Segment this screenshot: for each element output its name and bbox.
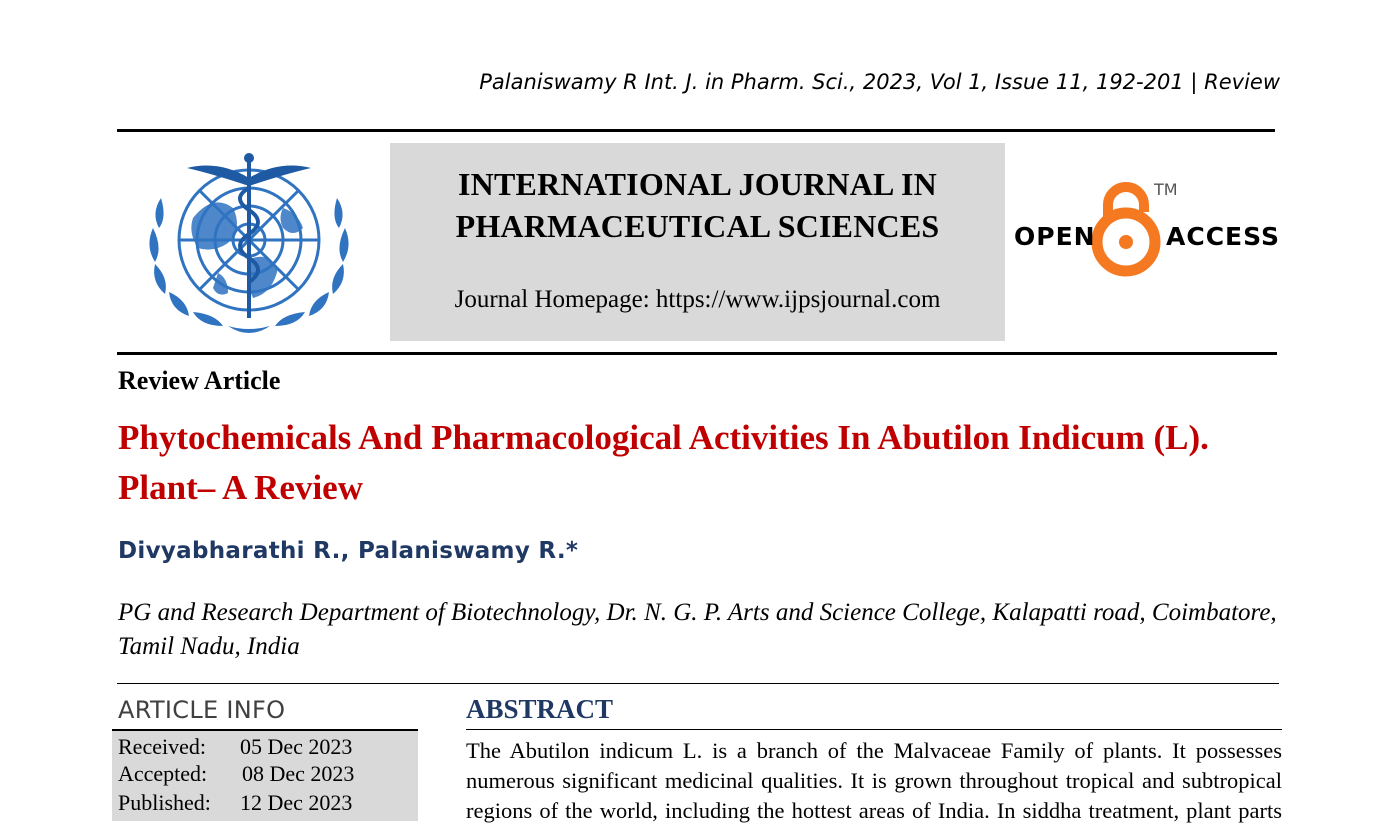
abstract-line-1: The Abutilon indicum L. is a branch of the Malvaceae Family of plants. It possesses [466,738,1282,763]
journal-name-line1: INTERNATIONAL JOURNAL IN [458,166,937,202]
abstract-text [466,736,1282,826]
accepted-row [118,761,354,787]
journal-homepage: Journal Homepage: https://www.ijpsjournal.com [454,286,941,313]
published-row [118,790,352,816]
abstract-line-3: regions of the world, including the hottest areas of India. In siddha treatment, plant parts [466,798,1282,823]
article-info-heading: ARTICLE INFO [118,696,286,724]
abstract-heading: ABSTRACT [466,694,614,724]
published-date: 12 Dec 2023 [240,790,353,815]
received-label: Received: [118,734,206,759]
received-date: 05 Dec 2023 [240,734,353,759]
article-info-box [112,731,418,821]
section-divider [117,683,1279,684]
access-word: ACCESS [1166,222,1281,251]
journal-title-box [390,143,1005,341]
caduceus-globe-emblem-icon [133,148,365,342]
article-type: Review Article [118,366,281,395]
received-row [118,734,352,760]
open-access-logo [1012,180,1280,280]
published-label: Published: [118,790,211,815]
accepted-label: Accepted: [118,761,208,786]
running-head: Palaniswamy R Int. J. in Pharm. Sci., 2023, Vol 1, Issue 11, 192-201 | Review [479,70,1280,94]
top-rule [117,129,1275,132]
masthead-bottom-rule [117,352,1277,355]
journal-name [390,163,1005,247]
abstract-line-2: numerous significant medicinal qualities. It is grown throughout tropical and subtropical [466,768,1282,793]
article-authors: Divyabharathi R., Palaniswamy R.* [118,538,579,564]
author-affiliation: PG and Research Department of Biotechnology, Dr. N. G. P. Arts and Science College, Kalapatti road, Coimbatore, Tamil Nadu, India [118,599,1277,660]
open-word: OPEN [1014,222,1096,251]
abstract-underline [466,729,1282,730]
accepted-date: 08 Dec 2023 [242,761,355,786]
trademark-mark: TM [1154,180,1178,199]
article-title: Phytochemicals And Pharmacological Activities In Abutilon Indicum (L). Plant– A Review [118,418,1209,507]
journal-name-line2: PHARMACEUTICAL SCIENCES [455,208,940,244]
